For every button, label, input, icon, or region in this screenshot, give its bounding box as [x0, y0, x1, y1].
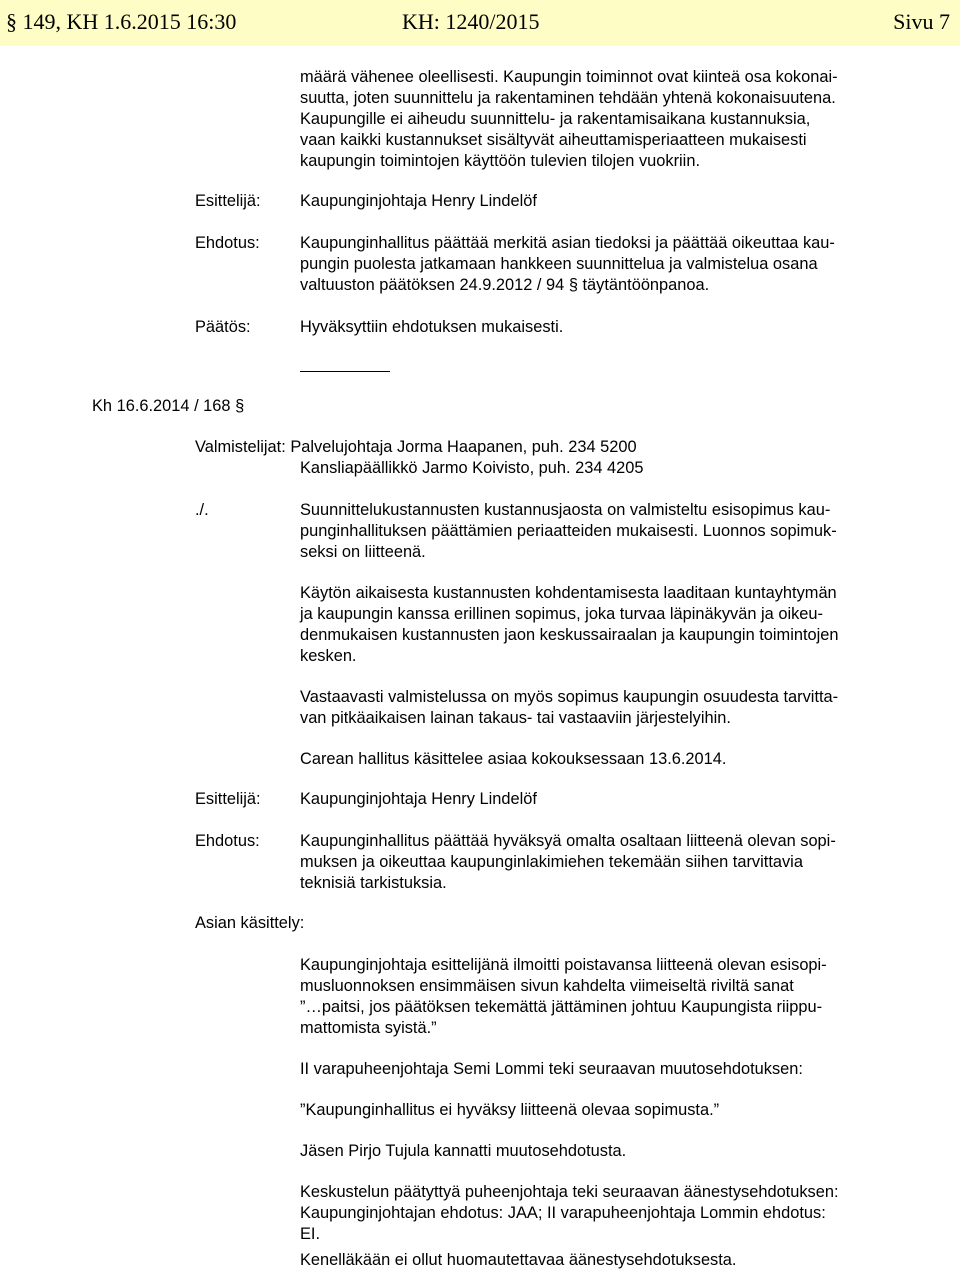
kasittely-line: Jäsen Pirjo Tujula kannatti muutosehdotusta. [300, 1142, 627, 1160]
esittelija-label: Esittelijä: [195, 790, 261, 808]
body-line: Käytön aikaisesta kustannusten kohdentamisesta laaditaan kuntayhtymän [300, 584, 837, 602]
intro-line: kaupungin toimintojen käyttöön tulevien tilojen vuokriin. [300, 152, 700, 170]
body-line: Suunnittelukustannusten kustannusjaosta on valmisteltu esisopimus kau- [300, 501, 831, 519]
kasittely-line: Kaupunginjohtajan ehdotus: JAA; II varapuheenjohtaja Lommin ehdotus: [300, 1204, 826, 1222]
esittelija-label: Esittelijä: [195, 192, 261, 210]
kh-reference: Kh 16.6.2014 / 168 § [92, 397, 245, 415]
ehdotus-label: Ehdotus: [195, 234, 260, 252]
paatos-label: Päätös: [195, 318, 251, 336]
kasittely-line: Kenelläkään ei ollut huomautettavaa äänestysehdotuksesta. [300, 1251, 737, 1269]
intro-line: vaan kaikki kustannukset sisältyvät aiheuttamisperiaatteen mukaisesti [300, 131, 807, 149]
header-page-number: Sivu 7 [893, 9, 950, 34]
separator-line [300, 371, 390, 372]
ehdotus-line: teknisiä tarkistuksia. [300, 874, 447, 892]
body-line: ja kaupungin kanssa erillinen sopimus, joka turvaa läpinäkyvän ja oikeu- [300, 605, 823, 623]
body-line: kesken. [300, 647, 357, 665]
kasittely-line: Kaupunginjohtaja esittelijänä ilmoitti poistavansa liitteenä olevan esisopi- [300, 956, 827, 974]
body-line: van pitkäaikaisen lainan takaus- tai vastaaviin järjestelyihin. [300, 709, 731, 727]
header-case-number: KH: 1240/2015 [402, 9, 540, 34]
intro-line: suutta, joten suunnittelu ja rakentaminen tehdään yhtenä kokonaisuutena. [300, 89, 836, 107]
ehdotus-line: Kaupunginhallitus päättää merkitä asian tiedoksi ja päättää oikeuttaa kau- [300, 234, 835, 252]
header-section-ref: § 149, KH 1.6.2015 16:30 [6, 9, 237, 34]
document-header [0, 0, 960, 46]
asian-kasittely-label: Asian käsittely: [195, 914, 305, 932]
kasittely-line: ”…paitsi, jos päätöksen tekemättä jättäminen johtuu Kaupungista riippu- [300, 998, 823, 1016]
kasittely-line: II varapuheenjohtaja Semi Lommi teki seuraavan muutosehdotuksen: [300, 1060, 803, 1078]
kasittely-line: mattomista syistä.” [300, 1019, 437, 1037]
ehdotus-line: Kaupunginhallitus päättää hyväksyä omalta osaltaan liitteenä olevan sopi- [300, 832, 836, 850]
kasittely-line: ”Kaupunginhallitus ei hyväksy liitteenä olevaa sopimusta.” [300, 1101, 720, 1119]
body-line: denmukaisen kustannusten jaon keskussairaalan ja kaupungin toimintojen [300, 626, 839, 644]
ehdotus-label: Ehdotus: [195, 832, 260, 850]
esittelija-value: Kaupunginjohtaja Henry Lindelöf [300, 192, 537, 210]
kasittely-line: EI. [300, 1225, 321, 1243]
ehdotus-line: valtuuston päätöksen 24.9.2012 / 94 § täytäntöönpanoa. [300, 276, 710, 294]
kasittely-line: Keskustelun päätyttyä puheenjohtaja teki seuraavan äänestysehdotuksen: [300, 1183, 839, 1201]
paatos-value: Hyväksyttiin ehdotuksen mukaisesti. [300, 318, 564, 336]
body-line: Vastaavasti valmistelussa on myös sopimus kaupungin osuudesta tarvitta- [300, 688, 839, 706]
valmistelijat-line: Valmistelijat: Palvelujohtaja Jorma Haapanen, puh. 234 5200 [195, 438, 637, 456]
body-line: punginhallituksen päättämien periaatteiden mukaisesti. Luonnos sopimuk- [300, 522, 837, 540]
ehdotus-line: pungin puolesta jatkamaan hankkeen suunnittelua ja valmistelua osana [300, 255, 818, 273]
attachment-marker: ./. [195, 501, 209, 519]
valmistelijat-line: Kansliapäällikkö Jarmo Koivisto, puh. 234 4205 [300, 459, 644, 477]
body-line: seksi on liitteenä. [300, 543, 426, 561]
kasittely-line: musluonnoksen ensimmäisen sivun kahdelta viimeiseltä riviltä sanat [300, 977, 794, 995]
esittelija-value: Kaupunginjohtaja Henry Lindelöf [300, 790, 537, 808]
intro-line: määrä vähenee oleellisesti. Kaupungin toiminnot ovat kiinteä osa kokonai- [300, 68, 838, 86]
body-line: Carean hallitus käsittelee asiaa kokouksessaan 13.6.2014. [300, 750, 727, 768]
intro-line: Kaupungille ei aiheudu suunnittelu- ja rakentamisaikana kustannuksia, [300, 110, 811, 128]
ehdotus-line: muksen ja oikeuttaa kaupunginlakimiehen tekemään siihen tarvittavia [300, 853, 803, 871]
